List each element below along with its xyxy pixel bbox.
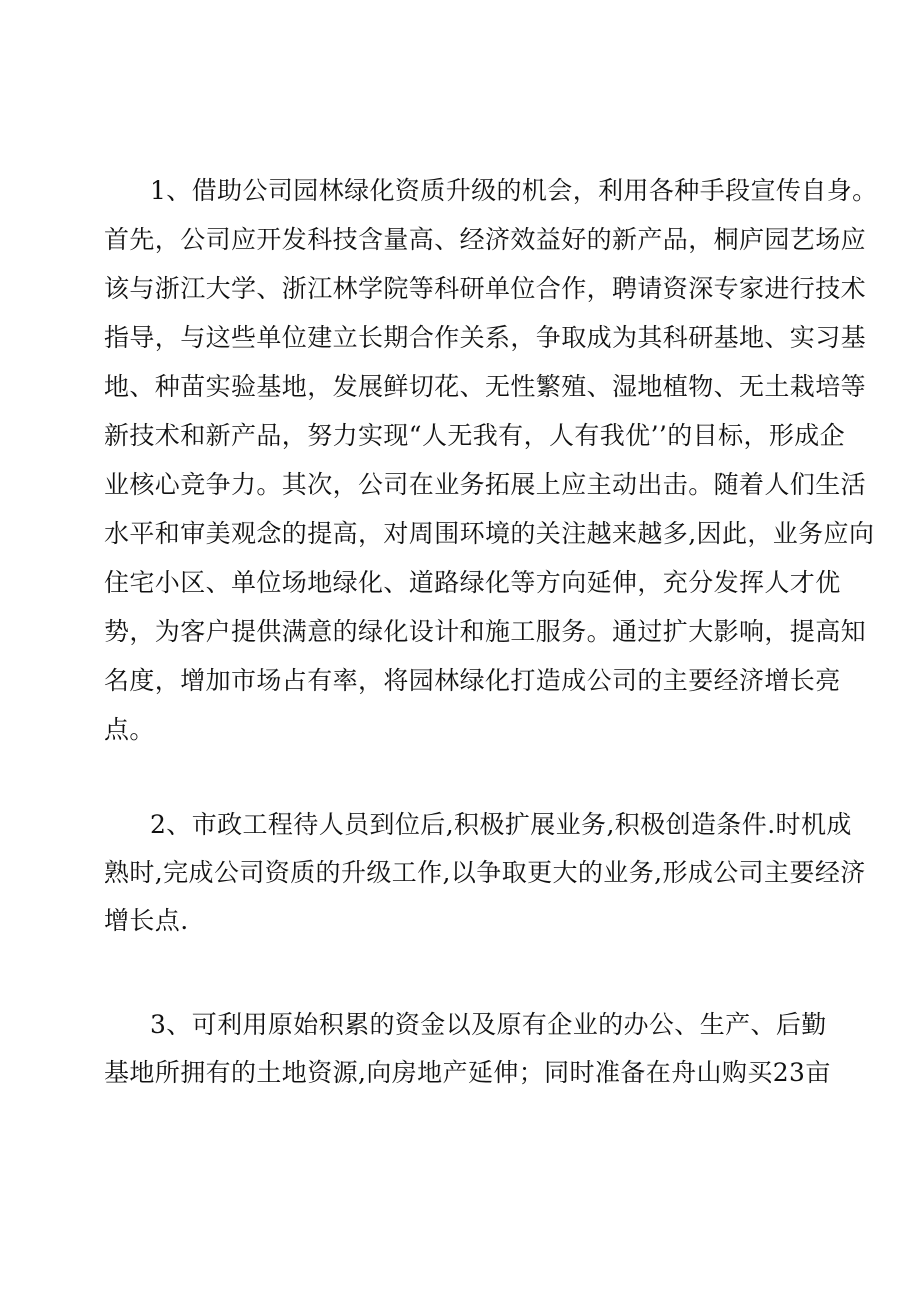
paragraph-1-line-5: 地、种苗实验基地，发展鲜切花、无性繁殖、湿地植物、无土栽培等 bbox=[104, 372, 867, 401]
paragraph-1-line-6: 新技术和新产品，努力实现“人无我有，人有我优’’的目标，形成企 bbox=[104, 421, 846, 450]
paragraph-1-line-8: 水平和审美观念的提高，对周围环境的关注越来越多,因此，业务应向 bbox=[104, 519, 875, 548]
paragraph-2-line-1: 2、市政工程待人员到位后,积极扩展业务,积极创造条件.时机成 bbox=[150, 810, 852, 839]
paragraph-1-line-7: 业核心竞争力。其次，公司在业务拓展上应主动出击。随着人们生活 bbox=[104, 470, 867, 499]
paragraph-1-line-11: 名度，增加市场占有率，将园林绿化打造成公司的主要经济增长亮 bbox=[104, 666, 841, 695]
paragraph-2-line-3: 增长点. bbox=[104, 906, 189, 935]
paragraph-1-line-4: 指导，与这些单位建立长期合作关系，争取成为其科研基地、实习基 bbox=[104, 323, 867, 352]
paragraph-1-line-3: 该与浙江大学、浙江林学院等科研单位合作，聘请资深专家进行技术 bbox=[104, 274, 867, 303]
paragraph-3-line-2: 基地所拥有的土地资源,向房地产延伸；同时准备在舟山购买23亩 bbox=[104, 1058, 831, 1087]
paragraph-1-line-2: 首先，公司应开发科技含量高、经济效益好的新产品，桐庐园艺场应 bbox=[104, 225, 867, 254]
paragraph-1-line-12: 点。 bbox=[104, 715, 155, 744]
paragraph-1-line-10: 势，为客户提供满意的绿化设计和施工服务。通过扩大影响，提高知 bbox=[104, 617, 867, 646]
paragraph-3-line-1: 3、可利用原始积累的资金以及原有企业的办公、生产、后勤 bbox=[150, 1010, 827, 1039]
paragraph-1-line-9: 住宅小区、单位场地绿化、道路绿化等方向延伸，充分发挥人才优 bbox=[104, 568, 841, 597]
paragraph-2-line-2: 熟时,完成公司资质的升级工作,以争取更大的业务,形成公司主要经济 bbox=[104, 858, 866, 887]
paragraph-1-line-1: 1、借助公司园林绿化资质升级的机会，利用各种手段宣传自身。 bbox=[150, 176, 878, 205]
